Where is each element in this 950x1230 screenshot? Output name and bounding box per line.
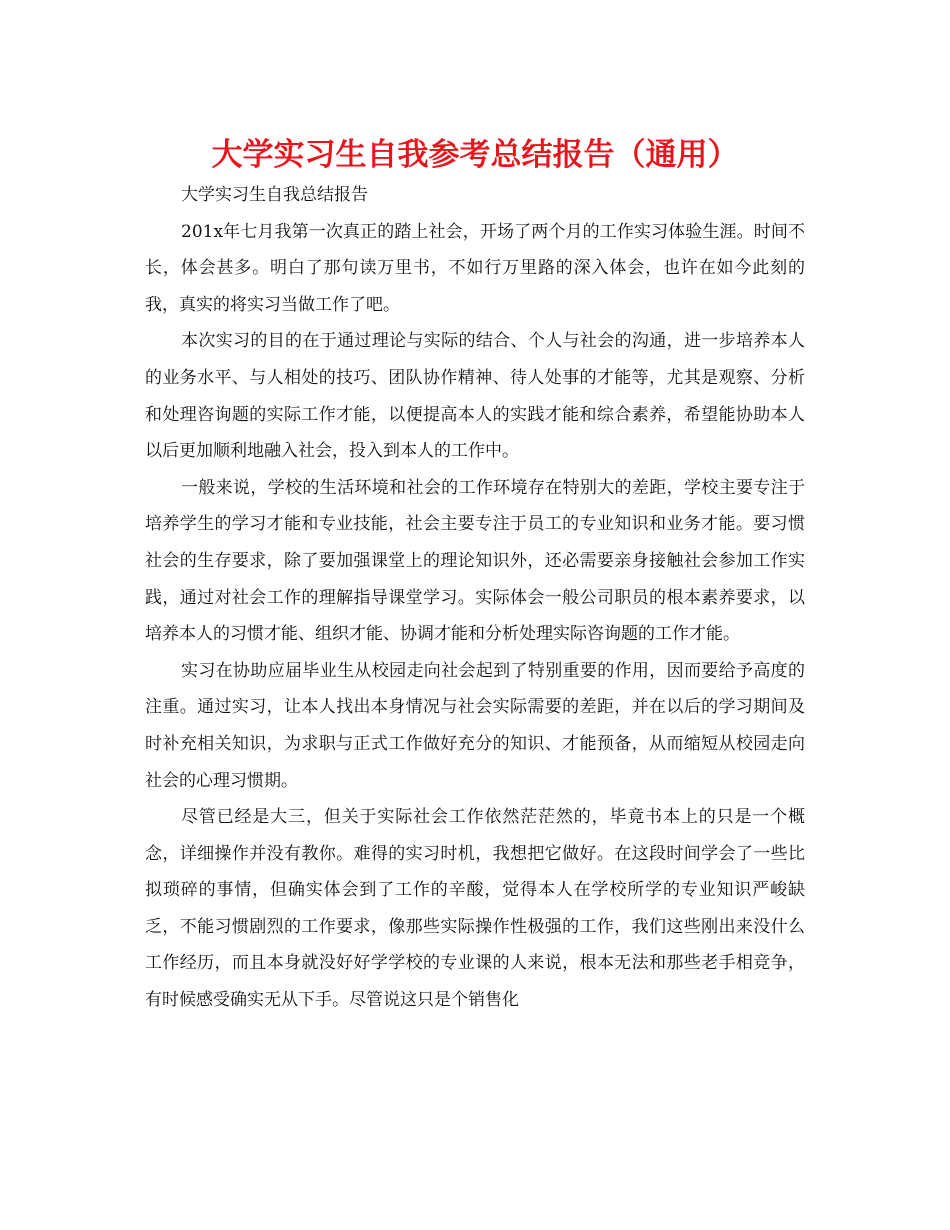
paragraph: 本次实习的目的在于通过理论与实际的结合、个人与社会的沟通，进一步培养本人的业务水平、与人相处的技巧、团队协作精神、待人处事的才能等，尤其是观察、分析和处理咨询题的实际工作才能，以便提高本人的实践才能和综合素养，希望能协助本人以后更加顺利地融入社会，投入到本人的工作中。 (145, 331, 805, 462)
document-body (145, 177, 805, 1019)
document-title: 大学实习生自我参考总结报告（通用） (211, 137, 739, 173)
paragraph: 201x年七月我第一次真正的踏上社会，开场了两个月的工作实习体验生涯。时间不长，体会甚多。明白了那句读万里书，不如行万里路的深入体会，也许在如今此刻的我，真实的将实习当做工作了吧。 (145, 221, 805, 315)
document-subtitle: 大学实习生自我总结报告 (181, 185, 368, 205)
paragraph: 实习在协助应届毕业生从校园走向社会起到了特别重要的作用，因而要给予高度的注重。通过实习，让本人找出本身情况与社会实际需要的差距，并在以后的学习期间及时补充相关知识，为求职与正式工作做好充分的知识、才能预备，从而缩短从校园走向社会的心理习惯期。 (145, 660, 805, 791)
paragraph: 一般来说，学校的生活环境和社会的工作环境存在特别大的差距，学校主要专注于培养学生的学习才能和专业技能，社会主要专注于员工的专业知识和业务才能。要习惯社会的生存要求，除了要加强课堂上的理论知识外，还必需要亲身接触社会参加工作实践，通过对社会工作的理解指导课堂学习。实际体会一般公司职员的根本素养要求，以培养本人的习惯才能、组织才能、协调才能和分析处理实际咨询题的工作才能。 (145, 477, 805, 645)
paragraph: 尽管已经是大三，但关于实际社会工作依然茫茫然的，毕竟书本上的只是一个概念，详细操作并没有教你。难得的实习时机，我想把它做好。在这段时间学会了一些比拟琐碎的事情，但确实体会到了工作的辛酸，觉得本人在学校所学的专业知识严峻缺乏，不能习惯剧烈的工作要求，像那些实际操作性极强的工作，我们这些刚出来没什么工作经历，而且本身就没好好学学校的专业课的人来说，根本无法和那些老手相竞争，有时候感受确实无从下手。尽管说这只是个销售化 (145, 807, 805, 1011)
